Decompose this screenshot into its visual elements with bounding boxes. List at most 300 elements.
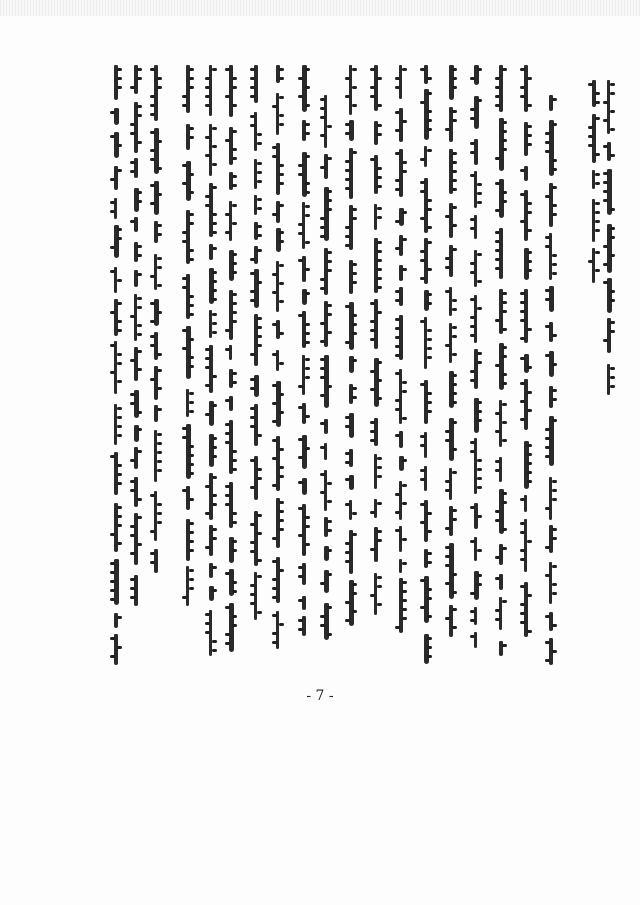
script-stroke	[272, 484, 277, 487]
script-stroke	[402, 238, 407, 241]
script-stroke	[552, 272, 557, 275]
script-stroke	[150, 561, 155, 564]
script-stroke	[377, 77, 382, 80]
script-stroke	[205, 622, 210, 625]
script-stroke	[205, 154, 210, 157]
script-stroke	[110, 455, 115, 458]
script-stroke	[520, 498, 525, 501]
script-stroke	[110, 371, 115, 374]
script-word	[302, 596, 306, 610]
script-word	[399, 369, 402, 424]
script-stroke	[150, 113, 155, 116]
script-stroke	[272, 578, 277, 581]
script-stroke	[370, 430, 375, 433]
script-stroke	[272, 146, 277, 149]
script-stroke	[527, 630, 532, 633]
script-stroke	[502, 68, 507, 71]
script-stroke	[305, 182, 310, 185]
script-stroke	[257, 344, 262, 347]
script-stroke	[279, 264, 284, 267]
script-stroke	[402, 68, 407, 71]
script-stroke	[520, 612, 525, 615]
script-stroke	[212, 68, 217, 71]
script-stroke	[427, 530, 432, 533]
script-stroke	[427, 646, 432, 649]
script-stroke	[477, 574, 482, 577]
script-stroke	[250, 584, 255, 587]
script-word	[276, 498, 280, 548]
script-stroke	[257, 559, 262, 562]
script-stroke	[395, 511, 400, 514]
script-stroke	[272, 384, 277, 387]
script-stroke	[305, 155, 310, 158]
script-stroke	[250, 486, 255, 489]
script-stroke	[552, 537, 557, 540]
script-word	[524, 190, 528, 241]
script-stroke	[279, 448, 284, 451]
script-stroke	[502, 310, 507, 313]
script-stroke	[189, 222, 194, 225]
script-stroke	[225, 139, 230, 142]
script-stroke	[189, 338, 194, 341]
script-stroke	[470, 117, 475, 120]
text-column	[250, 65, 262, 665]
script-stroke	[305, 68, 310, 71]
script-stroke	[610, 154, 615, 157]
script-stroke	[545, 546, 550, 549]
text-column	[205, 65, 217, 665]
script-stroke	[110, 270, 115, 273]
script-stroke	[137, 297, 142, 300]
script-stroke	[427, 597, 432, 600]
script-stroke	[232, 104, 237, 107]
script-stroke	[250, 68, 255, 71]
script-stroke	[502, 292, 507, 295]
script-stroke	[427, 561, 432, 564]
script-stroke	[452, 353, 457, 356]
script-stroke	[395, 336, 400, 339]
script-stroke	[452, 179, 457, 182]
script-stroke	[327, 606, 332, 609]
script-stroke	[445, 480, 450, 483]
script-stroke	[157, 442, 162, 445]
script-stroke	[205, 546, 210, 549]
script-stroke	[272, 353, 277, 356]
script-word	[254, 112, 257, 151]
script-stroke	[445, 439, 450, 442]
script-stroke	[137, 498, 142, 501]
script-stroke	[495, 319, 500, 322]
script-stroke	[110, 210, 115, 213]
script-word	[349, 475, 354, 490]
text-column	[225, 65, 237, 665]
script-stroke	[552, 168, 557, 171]
script-stroke	[257, 611, 262, 614]
script-stroke	[232, 381, 237, 384]
script-stroke	[420, 181, 425, 184]
script-stroke	[345, 95, 350, 98]
script-stroke	[327, 500, 332, 503]
script-stroke	[352, 512, 357, 515]
script-stroke	[370, 68, 375, 71]
script-stroke	[189, 258, 194, 261]
script-stroke	[470, 227, 475, 230]
script-stroke	[377, 502, 382, 505]
script-stroke	[610, 290, 615, 293]
script-stroke	[502, 148, 507, 151]
script-stroke	[117, 362, 122, 365]
script-stroke	[477, 361, 482, 364]
script-stroke	[603, 172, 608, 175]
script-stroke	[182, 427, 187, 430]
script-stroke	[352, 86, 357, 89]
script-stroke	[232, 271, 237, 274]
script-stroke	[552, 213, 557, 216]
script-stroke	[395, 188, 400, 191]
script-stroke	[352, 323, 357, 326]
script-word	[114, 108, 119, 125]
script-stroke	[370, 388, 375, 391]
script-stroke	[305, 205, 310, 208]
script-stroke	[527, 594, 532, 597]
script-stroke	[189, 445, 194, 448]
script-stroke	[189, 313, 194, 316]
script-stroke	[420, 478, 425, 481]
script-stroke	[205, 357, 210, 360]
script-stroke	[250, 387, 255, 390]
script-stroke	[452, 401, 457, 404]
script-word	[399, 559, 402, 573]
script-stroke	[352, 592, 357, 595]
script-stroke	[257, 171, 262, 174]
script-stroke	[225, 68, 230, 71]
script-stroke	[189, 68, 194, 71]
script-stroke	[477, 549, 482, 552]
script-stroke	[552, 480, 557, 483]
script-stroke	[520, 86, 525, 89]
script-stroke	[470, 370, 475, 373]
script-stroke	[110, 135, 115, 138]
script-stroke	[305, 447, 310, 450]
script-stroke	[502, 301, 507, 304]
script-stroke	[520, 319, 525, 322]
script-stroke	[377, 475, 382, 478]
script-stroke	[502, 528, 507, 531]
script-stroke	[257, 249, 262, 252]
script-stroke	[395, 626, 400, 629]
script-stroke	[305, 268, 310, 271]
script-word	[154, 430, 157, 482]
script-stroke	[352, 583, 357, 586]
script-stroke	[232, 253, 237, 256]
text-column	[110, 65, 122, 665]
script-stroke	[298, 534, 303, 537]
script-stroke	[305, 415, 310, 418]
script-stroke	[117, 646, 122, 649]
script-stroke	[157, 86, 162, 89]
script-stroke	[352, 533, 357, 536]
script-word	[186, 161, 191, 201]
script-stroke	[495, 412, 500, 415]
script-stroke	[610, 330, 615, 333]
script-stroke	[395, 354, 400, 357]
script-stroke	[420, 435, 425, 438]
script-stroke	[445, 489, 450, 492]
script-stroke	[272, 457, 277, 460]
script-stroke	[130, 596, 135, 599]
script-stroke	[427, 588, 432, 591]
script-stroke	[189, 77, 194, 80]
script-stroke	[279, 240, 284, 243]
script-stroke	[345, 425, 350, 428]
script-stroke	[420, 259, 425, 262]
script-stroke	[232, 77, 237, 80]
script-word	[229, 290, 233, 340]
script-stroke	[225, 642, 230, 645]
text-column	[345, 65, 357, 665]
script-stroke	[588, 83, 593, 86]
script-stroke	[452, 448, 457, 451]
script-stroke	[205, 384, 210, 387]
script-stroke	[377, 277, 382, 280]
script-stroke	[377, 361, 382, 364]
script-stroke	[520, 382, 525, 385]
script-stroke	[225, 572, 230, 575]
script-stroke	[130, 578, 135, 581]
script-stroke	[470, 262, 475, 265]
script-stroke	[305, 86, 310, 89]
script-stroke	[427, 552, 432, 555]
script-stroke	[182, 231, 187, 234]
script-stroke	[327, 482, 332, 485]
text-column	[420, 65, 432, 665]
script-stroke	[250, 602, 255, 605]
script-stroke	[279, 569, 284, 572]
script-stroke	[212, 437, 217, 440]
script-stroke	[150, 158, 155, 161]
script-stroke	[327, 208, 332, 211]
script-stroke	[298, 619, 303, 622]
script-stroke	[157, 140, 162, 143]
script-stroke	[189, 127, 194, 130]
script-stroke	[182, 489, 187, 492]
script-stroke	[527, 134, 532, 137]
script-stroke	[182, 329, 187, 332]
script-stroke	[352, 314, 357, 317]
script-stroke	[157, 224, 162, 227]
script-stroke	[603, 190, 608, 193]
script-stroke	[257, 234, 262, 237]
script-stroke	[470, 450, 475, 453]
script-stroke	[520, 95, 525, 98]
script-stroke	[452, 224, 457, 227]
script-stroke	[272, 587, 277, 590]
script-stroke	[452, 110, 457, 113]
script-stroke	[279, 182, 284, 185]
script-stroke	[595, 101, 600, 104]
script-stroke	[305, 516, 310, 519]
script-stroke	[352, 359, 357, 362]
script-stroke	[327, 190, 332, 193]
script-stroke	[137, 114, 142, 117]
script-stroke	[352, 151, 357, 154]
script-stroke	[137, 450, 142, 453]
script-stroke	[427, 208, 432, 211]
script-stroke	[117, 434, 122, 437]
script-stroke	[279, 68, 284, 71]
script-stroke	[157, 433, 162, 436]
script-stroke	[305, 341, 310, 344]
text-column	[130, 65, 142, 610]
script-word	[424, 178, 428, 233]
script-stroke	[272, 291, 277, 294]
script-stroke	[212, 127, 217, 130]
text-column	[320, 95, 332, 665]
script-stroke	[117, 302, 122, 305]
script-stroke	[420, 521, 425, 524]
script-stroke	[495, 231, 500, 234]
script-stroke	[279, 204, 284, 207]
script-stroke	[189, 463, 194, 466]
script-stroke	[257, 514, 262, 517]
script-stroke	[110, 562, 115, 565]
script-stroke	[320, 226, 325, 229]
script-stroke	[445, 582, 450, 585]
script-stroke	[150, 302, 155, 305]
script-stroke	[157, 387, 162, 390]
script-stroke	[420, 503, 425, 506]
script-stroke	[352, 281, 357, 284]
script-stroke	[157, 193, 162, 196]
script-stroke	[552, 489, 557, 492]
script-stroke	[305, 332, 310, 335]
script-stroke	[552, 650, 557, 653]
script-stroke	[232, 157, 237, 160]
script-stroke	[552, 398, 557, 401]
script-stroke	[157, 369, 162, 372]
script-word	[229, 65, 233, 117]
script-stroke	[272, 537, 277, 540]
script-stroke	[250, 353, 255, 356]
script-stroke	[110, 589, 115, 592]
script-word	[229, 201, 232, 241]
script-stroke	[298, 173, 303, 176]
script-stroke	[212, 455, 217, 458]
script-word	[499, 118, 504, 171]
script-stroke	[130, 132, 135, 135]
script-stroke	[427, 268, 432, 271]
script-stroke	[495, 609, 500, 612]
script-stroke	[320, 582, 325, 585]
script-stroke	[445, 257, 450, 260]
script-stroke	[603, 145, 608, 148]
script-stroke	[502, 346, 507, 349]
script-stroke	[272, 560, 277, 563]
script-stroke	[279, 501, 284, 504]
script-stroke	[377, 286, 382, 289]
script-stroke	[427, 392, 432, 395]
script-stroke	[327, 125, 332, 128]
script-word	[186, 566, 189, 606]
script-stroke	[117, 425, 122, 428]
script-word	[134, 513, 138, 565]
script-stroke	[377, 530, 382, 533]
script-word	[229, 603, 234, 652]
script-stroke	[445, 564, 450, 567]
script-stroke	[320, 107, 325, 110]
script-stroke	[345, 542, 350, 545]
script-stroke	[150, 95, 155, 98]
script-stroke	[495, 77, 500, 80]
script-stroke	[327, 199, 332, 202]
script-stroke	[545, 507, 550, 510]
script-word	[276, 143, 280, 195]
script-stroke	[552, 186, 557, 189]
script-stroke	[352, 332, 357, 335]
script-stroke	[212, 503, 217, 506]
script-stroke	[320, 278, 325, 281]
script-stroke	[520, 357, 525, 360]
script-stroke	[320, 358, 325, 361]
script-stroke	[137, 306, 142, 309]
script-stroke	[545, 615, 550, 618]
script-stroke	[520, 603, 525, 606]
script-stroke	[137, 543, 142, 546]
script-stroke	[225, 213, 230, 216]
script-stroke	[420, 158, 425, 161]
script-stroke	[603, 119, 608, 122]
script-stroke	[327, 157, 332, 160]
script-stroke	[225, 329, 230, 332]
script-stroke	[150, 552, 155, 555]
script-stroke	[110, 533, 115, 536]
script-stroke	[452, 206, 457, 209]
text-column	[495, 65, 507, 665]
script-stroke	[150, 530, 155, 533]
script-stroke	[452, 161, 457, 164]
script-stroke	[502, 492, 507, 495]
script-word	[499, 574, 503, 590]
script-word	[254, 314, 258, 366]
script-stroke	[232, 624, 237, 627]
script-stroke	[370, 548, 375, 551]
script-word	[324, 419, 328, 434]
script-stroke	[150, 68, 155, 71]
script-stroke	[320, 624, 325, 627]
script-stroke	[182, 277, 187, 280]
script-stroke	[502, 439, 507, 442]
script-stroke	[137, 105, 142, 108]
script-stroke	[552, 528, 557, 531]
script-stroke	[205, 631, 210, 634]
script-word	[186, 210, 190, 264]
script-word	[302, 355, 305, 395]
script-stroke	[495, 258, 500, 261]
script-stroke	[610, 83, 615, 86]
script-stroke	[182, 436, 187, 439]
script-stroke	[298, 456, 303, 459]
script-stroke	[232, 204, 237, 207]
script-stroke	[157, 311, 162, 314]
script-stroke	[117, 329, 122, 332]
script-stroke	[205, 512, 210, 515]
script-stroke	[157, 503, 162, 506]
script-stroke	[130, 525, 135, 528]
script-stroke	[257, 335, 262, 338]
script-stroke	[402, 459, 407, 462]
script-stroke	[232, 184, 237, 187]
script-stroke	[495, 209, 500, 212]
